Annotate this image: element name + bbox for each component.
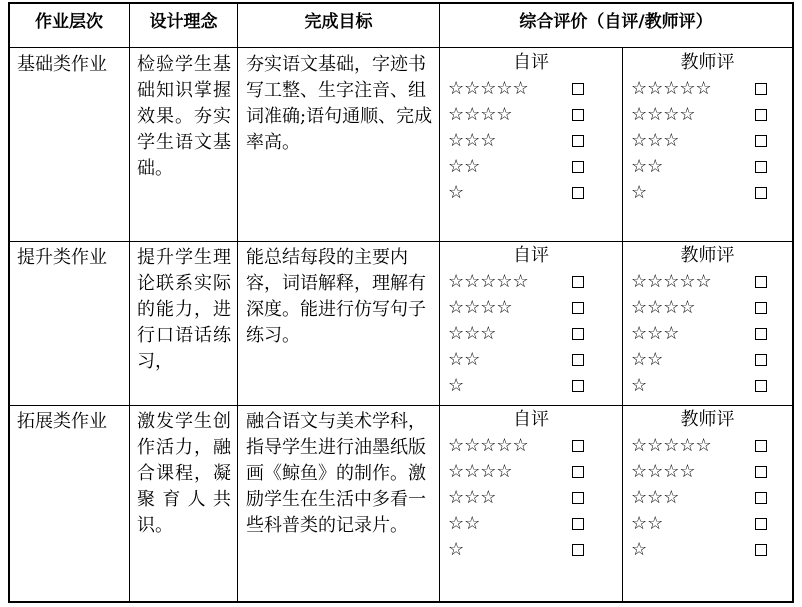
table-border-right — [792, 2, 794, 603]
row-concept: 提升学生理论联系实际的能力，进行口语话练习， — [137, 247, 231, 372]
row-level: 提升类作业 — [17, 247, 107, 268]
rating-checkbox[interactable] — [755, 440, 767, 452]
table-border-left — [8, 2, 10, 603]
rating-checkbox[interactable] — [572, 440, 584, 452]
rating-checkbox[interactable] — [572, 544, 584, 556]
rating-checkbox[interactable] — [755, 302, 767, 314]
rating-label-self: 自评 — [513, 409, 549, 430]
star-rating: ☆☆☆ — [631, 323, 680, 344]
star-rating: ☆☆☆☆☆ — [448, 435, 529, 456]
rating-checkbox[interactable] — [755, 466, 767, 478]
rating-checkbox[interactable] — [572, 466, 584, 478]
col-divider-4 — [622, 47, 623, 603]
rating-checkbox[interactable] — [755, 380, 767, 392]
header-level: 作业层次 — [35, 12, 103, 32]
star-rating: ☆ — [631, 182, 648, 203]
rating-checkbox[interactable] — [572, 354, 584, 366]
rating-checkbox[interactable] — [755, 161, 767, 173]
rating-checkbox[interactable] — [755, 276, 767, 288]
rating-checkbox[interactable] — [572, 161, 584, 173]
star-rating: ☆☆ — [631, 513, 664, 534]
star-rating: ☆☆☆☆ — [448, 104, 513, 125]
star-rating: ☆ — [448, 182, 465, 203]
star-rating: ☆☆ — [448, 156, 481, 177]
rating-checkbox[interactable] — [572, 328, 584, 340]
star-rating: ☆☆ — [448, 513, 481, 534]
star-rating: ☆☆☆☆ — [448, 461, 513, 482]
row-level: 拓展类作业 — [17, 411, 107, 432]
star-rating: ☆☆ — [448, 349, 481, 370]
rating-label-teacher: 教师评 — [680, 409, 735, 430]
col-divider-1 — [129, 2, 130, 603]
rating-checkbox[interactable] — [755, 544, 767, 556]
row-divider-1 — [8, 241, 793, 242]
rating-checkbox[interactable] — [572, 492, 584, 504]
star-rating: ☆ — [448, 375, 465, 396]
star-rating: ☆☆ — [631, 349, 664, 370]
rating-checkbox[interactable] — [755, 135, 767, 147]
rating-checkbox[interactable] — [755, 518, 767, 530]
rating-checkbox[interactable] — [572, 276, 584, 288]
row-goal: 能总结每段的主要内容，词语解释，理解有深度。能进行仿写句子练习。 — [246, 247, 426, 346]
col-divider-2 — [237, 2, 238, 603]
star-rating: ☆☆☆ — [448, 323, 497, 344]
star-rating: ☆ — [448, 539, 465, 560]
header-evaluation: 综合评价（自评/教师评） — [519, 12, 713, 32]
rating-checkbox[interactable] — [572, 109, 584, 121]
star-rating: ☆☆☆☆☆ — [631, 271, 712, 292]
star-rating: ☆ — [631, 375, 648, 396]
star-rating: ☆☆☆☆☆ — [448, 78, 529, 99]
row-goal: 夯实语文基础，字迹书写工整、生字注音、组词准确;语句通顺、完成率高。 — [246, 54, 433, 153]
row-concept: 激发学生创作活力，融合课程，凝聚育人共识。 — [137, 411, 231, 536]
star-rating: ☆☆☆☆ — [448, 297, 513, 318]
star-rating: ☆☆☆☆ — [631, 104, 696, 125]
rating-checkbox[interactable] — [572, 518, 584, 530]
rating-label-teacher: 教师评 — [680, 245, 735, 266]
header-goal: 完成目标 — [304, 12, 373, 32]
row-concept: 检验学生基础知识掌握效果。夯实学生语文基础。 — [137, 54, 231, 179]
star-rating: ☆☆☆☆☆ — [631, 435, 712, 456]
star-rating: ☆☆☆ — [448, 487, 497, 508]
rating-checkbox[interactable] — [755, 187, 767, 199]
rating-checkbox[interactable] — [572, 135, 584, 147]
table-border-top — [8, 2, 793, 4]
rating-label-self: 自评 — [513, 52, 549, 73]
star-rating: ☆☆☆☆ — [631, 461, 696, 482]
rating-label-teacher: 教师评 — [680, 52, 735, 73]
row-level: 基础类作业 — [17, 54, 107, 75]
rating-checkbox[interactable] — [572, 302, 584, 314]
rating-checkbox[interactable] — [755, 492, 767, 504]
row-goal: 融合语文与美术学科，指导学生进行油墨纸版画《鲸鱼》的制作。激励学生在生活中多看一些科普类的记录片。 — [246, 411, 426, 536]
star-rating: ☆☆☆☆ — [631, 297, 696, 318]
star-rating: ☆☆☆☆☆ — [448, 271, 529, 292]
rating-label-self: 自评 — [513, 245, 549, 266]
header-concept: 设计理念 — [149, 12, 218, 32]
rating-checkbox[interactable] — [572, 187, 584, 199]
rating-checkbox[interactable] — [755, 354, 767, 366]
row-divider-2 — [8, 405, 793, 406]
rating-checkbox[interactable] — [755, 328, 767, 340]
star-rating: ☆☆☆ — [631, 487, 680, 508]
rating-checkbox[interactable] — [755, 109, 767, 121]
star-rating: ☆☆☆ — [631, 130, 680, 151]
star-rating: ☆☆ — [631, 156, 664, 177]
star-rating: ☆☆☆ — [448, 130, 497, 151]
table-border-bottom — [8, 601, 793, 603]
star-rating: ☆☆☆☆☆ — [631, 78, 712, 99]
rating-checkbox[interactable] — [755, 83, 767, 95]
star-rating: ☆ — [631, 539, 648, 560]
rating-checkbox[interactable] — [572, 83, 584, 95]
rating-checkbox[interactable] — [572, 380, 584, 392]
col-divider-3 — [439, 2, 440, 603]
header-divider — [8, 47, 793, 48]
